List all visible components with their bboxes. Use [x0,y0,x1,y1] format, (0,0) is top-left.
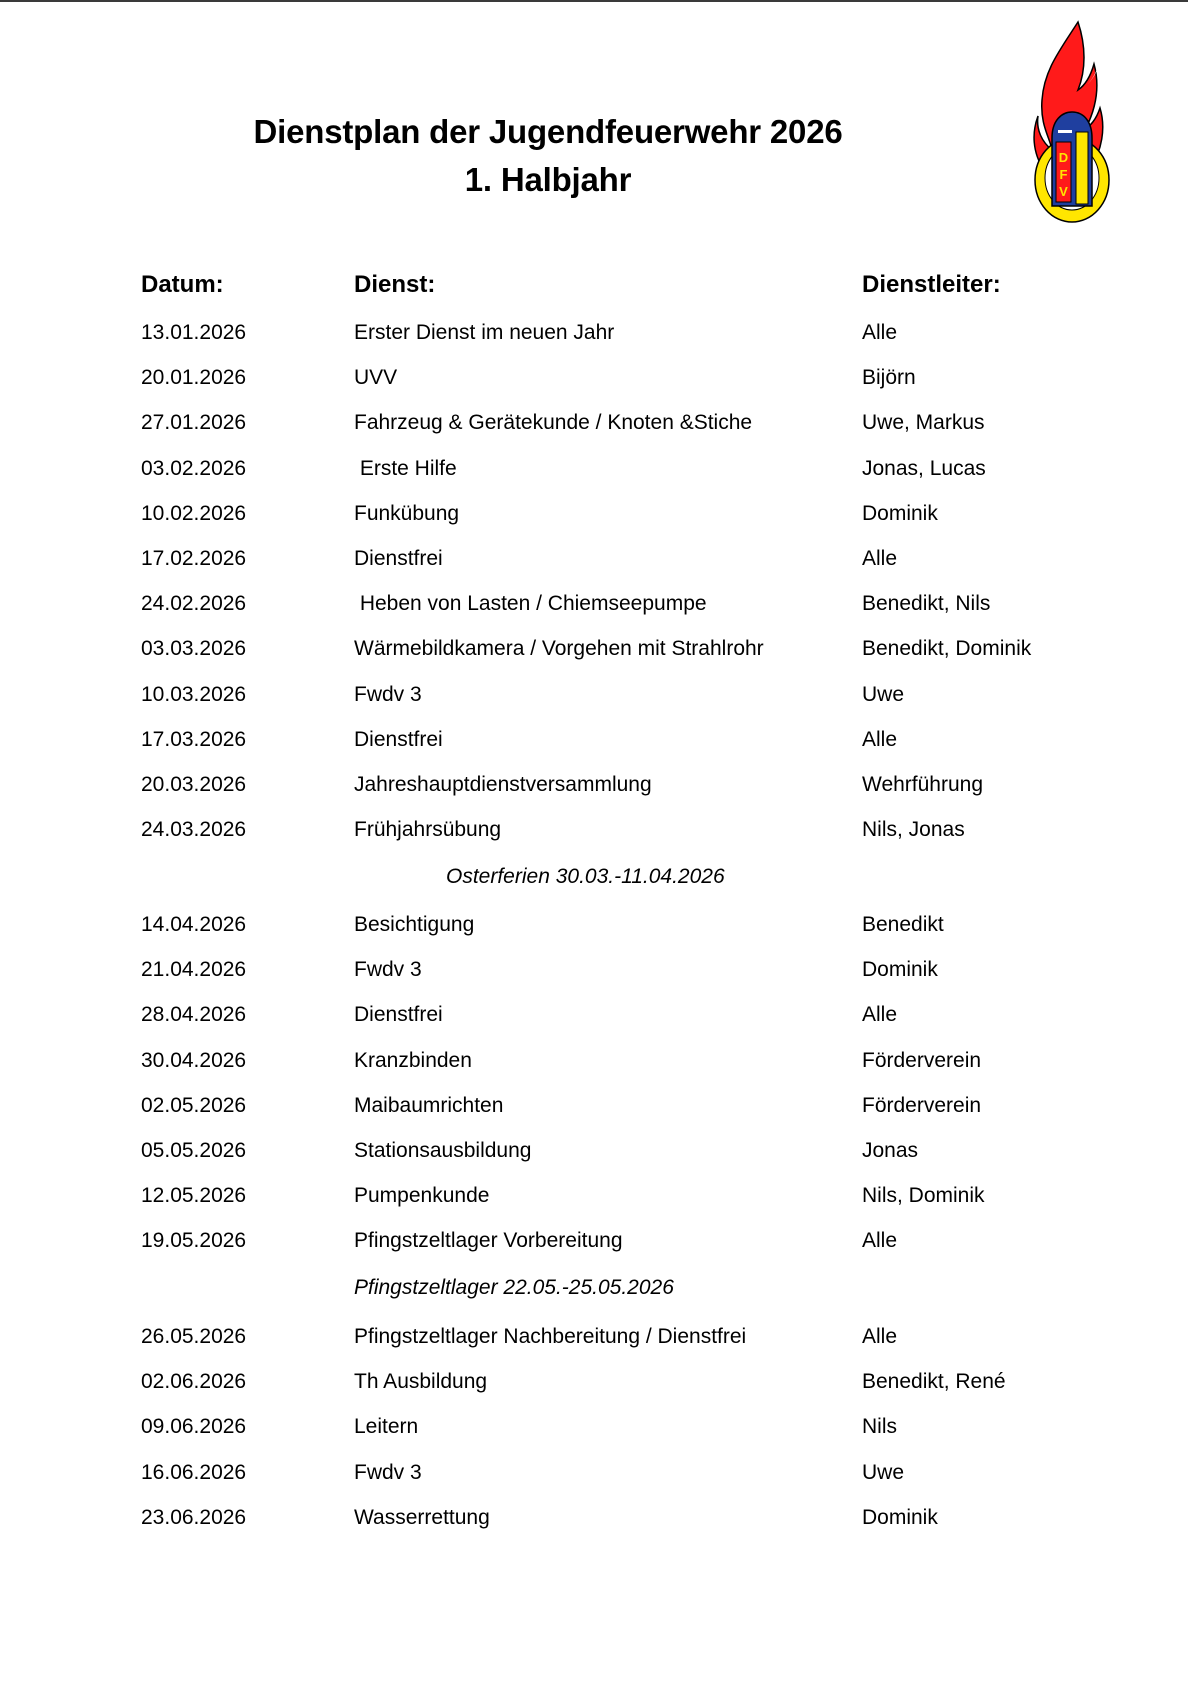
page-top-border [0,0,1188,2]
row-leader: Jonas, Lucas [862,456,986,480]
row-service: Dienstfrei [354,727,443,751]
svg-text:D: D [1058,150,1069,165]
schedule-row [0,1136,1188,1166]
row-date: 03.03.2026 [141,637,247,661]
row-leader: Jonas [862,1139,919,1162]
row-service: Leitern [354,1415,419,1439]
schedule-row [0,1046,1188,1076]
row-leader: Nils, Jonas [862,818,965,842]
row-date: 23.06.2026 [141,1505,247,1529]
row-leader: Benedikt, René [862,1370,1006,1394]
holiday-note-pentecost-camp: Pfingstzeltlager 22.05.-25.05.2026 [354,1276,674,1299]
document-subtitle: 1. Halbjahr [464,161,632,198]
row-date: 30.04.2026 [141,1048,247,1072]
row-leader: Bijörn [862,366,916,390]
row-service: Frühjahrsübung [354,818,502,842]
row-date: 17.03.2026 [141,727,247,751]
row-service: Fwdv 3 [354,682,422,706]
row-service: Dienstfrei [354,1003,443,1027]
row-leader: Alle [862,727,898,751]
column-header-service: Dienst: [354,271,436,298]
row-service: UVV [354,366,398,390]
row-date: 26.05.2026 [141,1325,247,1348]
schedule-row [0,1412,1188,1442]
row-leader: Benedikt [862,913,944,936]
schedule-row [0,363,1188,393]
row-date: 17.02.2026 [141,547,247,570]
schedule-row [0,634,1188,664]
row-leader: Dominik [862,1505,938,1529]
column-header-date: Datum: [141,271,224,298]
row-service: Pfingstzeltlager Nachbereitung / Dienstfrei [354,1325,747,1348]
row-leader: Benedikt, Dominik [862,637,1032,661]
row-date: 09.06.2026 [141,1415,247,1439]
row-date: 13.01.2026 [141,321,247,344]
row-date: 02.05.2026 [141,1093,247,1117]
row-service: Heben von Lasten / Chiemseepumpe [354,592,707,616]
schedule-row [0,815,1188,845]
svg-text:F: F [1059,167,1068,182]
row-service: Wärmebildkamera / Vorgehen mit Strahlrohr [354,637,764,661]
schedule-row [0,1181,1188,1211]
row-service: Erster Dienst im neuen Jahr [354,321,615,344]
row-leader: Nils [862,1415,897,1439]
row-leader: Alle [862,1325,898,1348]
row-date: 05.05.2026 [141,1139,247,1162]
row-date: 10.02.2026 [141,501,247,525]
svg-text:V: V [1059,184,1068,199]
row-leader: Nils, Dominik [862,1184,985,1208]
row-leader: Alle [862,547,898,570]
schedule-row [0,725,1188,755]
holiday-note-easter: Osterferien 30.03.-11.04.2026 [446,865,725,888]
row-leader: Förderverein [862,1048,982,1072]
row-service: Fahrzeug & Gerätekunde / Knoten &Stiche [354,411,753,435]
schedule-row [0,1458,1188,1488]
row-service: Maibaumrichten [354,1093,504,1117]
row-leader: Dominik [862,958,938,982]
schedule-row [0,499,1188,529]
row-service: Stationsausbildung [354,1139,532,1162]
schedule-row [0,589,1188,619]
schedule-row [0,318,1188,348]
schedule-row [0,1091,1188,1121]
row-leader: Uwe, Markus [862,411,985,435]
row-service: Jahreshauptdienstversammlung [354,773,652,796]
row-service: Funkübung [354,501,460,525]
row-service: Erste Hilfe [354,456,457,480]
row-date: 10.03.2026 [141,682,247,706]
schedule-row [0,955,1188,985]
schedule-row [0,910,1188,940]
row-leader: Benedikt, Nils [862,592,991,616]
row-date: 02.06.2026 [141,1370,247,1394]
row-leader: Alle [862,321,898,344]
row-service: Dienstfrei [354,547,443,570]
row-service: Fwdv 3 [354,958,422,982]
row-date: 27.01.2026 [141,411,247,435]
row-service: Fwdv 3 [354,1460,422,1484]
row-leader: Alle [862,1003,898,1027]
schedule-row [0,680,1188,710]
column-header-leader: Dienstleiter: [862,271,1001,298]
schedule-row [0,1367,1188,1397]
schedule-row [0,454,1188,484]
row-date: 16.06.2026 [141,1460,247,1484]
row-service: Kranzbinden [354,1048,472,1072]
schedule-row [0,408,1188,438]
row-leader: Uwe [862,682,905,706]
row-date: 20.03.2026 [141,773,247,796]
row-date: 14.04.2026 [141,913,247,936]
row-date: 12.05.2026 [141,1184,247,1208]
document-title: Dienstplan der Jugendfeuerwehr 2026 [253,113,843,150]
row-date: 24.02.2026 [141,592,247,616]
row-service: Wasserrettung [354,1505,490,1529]
row-leader: Förderverein [862,1093,982,1117]
row-service: Besichtigung [354,913,475,936]
row-date: 24.03.2026 [141,818,247,842]
schedule-row [0,1000,1188,1030]
row-service: Pumpenkunde [354,1184,490,1208]
schedule-row [0,1322,1188,1352]
row-date: 21.04.2026 [141,958,247,982]
schedule-row [0,1503,1188,1533]
row-service: Pfingstzeltlager Vorbereitung [354,1229,623,1253]
schedule-row [0,770,1188,800]
row-leader: Uwe [862,1460,905,1484]
jugendfeuerwehr-logo-icon [1030,20,1114,226]
row-date: 28.04.2026 [141,1003,247,1027]
row-leader: Alle [862,1229,898,1253]
row-date: 20.01.2026 [141,366,247,390]
row-date: 19.05.2026 [141,1229,247,1253]
schedule-row [0,544,1188,574]
schedule-row [0,1226,1188,1256]
row-leader: Wehrführung [862,773,984,796]
row-date: 03.02.2026 [141,456,247,480]
row-service: Th Ausbildung [354,1370,488,1394]
row-leader: Dominik [862,501,938,525]
